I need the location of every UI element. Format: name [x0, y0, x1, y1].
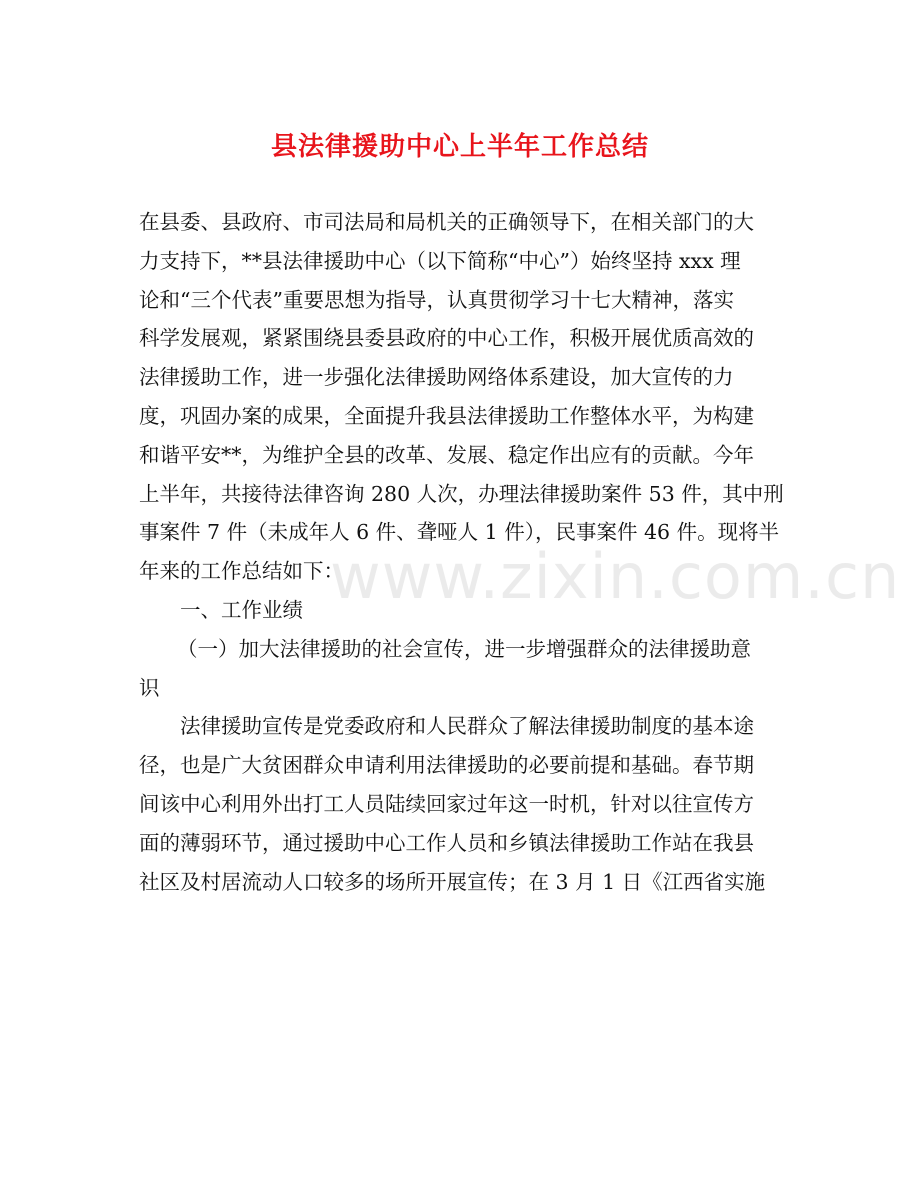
document-title: 县法律援助中心上半年工作总结: [270, 132, 649, 162]
body-line: 事案件 7 件（未成年人 6 件、聋哑人 1 件），民事案件 46 件。现将半: [139, 520, 780, 545]
body-line: 社区及村居流动人口较多的场所开展宣传；在 3 月 1 日《江西省实施: [139, 869, 766, 894]
body-line: 力支持下，**县法律援助中心（以下简称“中心”）始终坚持 xxx 理: [139, 248, 741, 273]
body-line: 和谐平安**，为维护全县的改革、发展、稳定作出应有的贡献。今年: [139, 442, 754, 467]
body-line: 径，也是广大贫困群众申请利用法律援助的必要前提和基础。春节期: [139, 753, 754, 778]
watermark: www.zixin.com.cn: [330, 540, 901, 613]
body-line: 上半年，共接待法律咨询 280 人次，办理法律援助案件 53 件，其中刑: [139, 481, 784, 506]
body-line: 间该中心利用外出打工人员陆续回家过年这一时机，针对以往宣传方: [139, 791, 754, 816]
body-line: 科学发展观，紧紧围绕县委县政府的中心工作，积极开展优质高效的: [139, 326, 754, 351]
document-body: [139, 203, 784, 901]
body-line: 论和“三个代表”重要思想为指导，认真贯彻学习十七大精神，落实: [139, 287, 734, 312]
section-heading: 一、工作业绩: [180, 597, 303, 622]
body-line: 年来的工作总结如下：: [139, 559, 344, 584]
body-line: 在县委、县政府、市司法局和局机关的正确领导下，在相关部门的大: [139, 210, 754, 234]
body-line: 度，巩固办案的成果，全面提升我县法律援助工作整体水平，为构建: [139, 403, 754, 428]
paragraph-start: 法律援助宣传是党委政府和人民群众了解法律援助制度的基本途: [180, 714, 754, 739]
subsection-heading: （一）加大法律援助的社会宣传，进一步增强群众的法律援助意: [177, 636, 751, 661]
body-line: 面的薄弱环节，通过援助中心工作人员和乡镇法律援助工作站在我县: [139, 830, 754, 855]
body-line: 法律援助工作，进一步强化法律援助网络体系建设，加大宣传的力: [139, 365, 734, 390]
body-line: 识: [139, 675, 160, 700]
